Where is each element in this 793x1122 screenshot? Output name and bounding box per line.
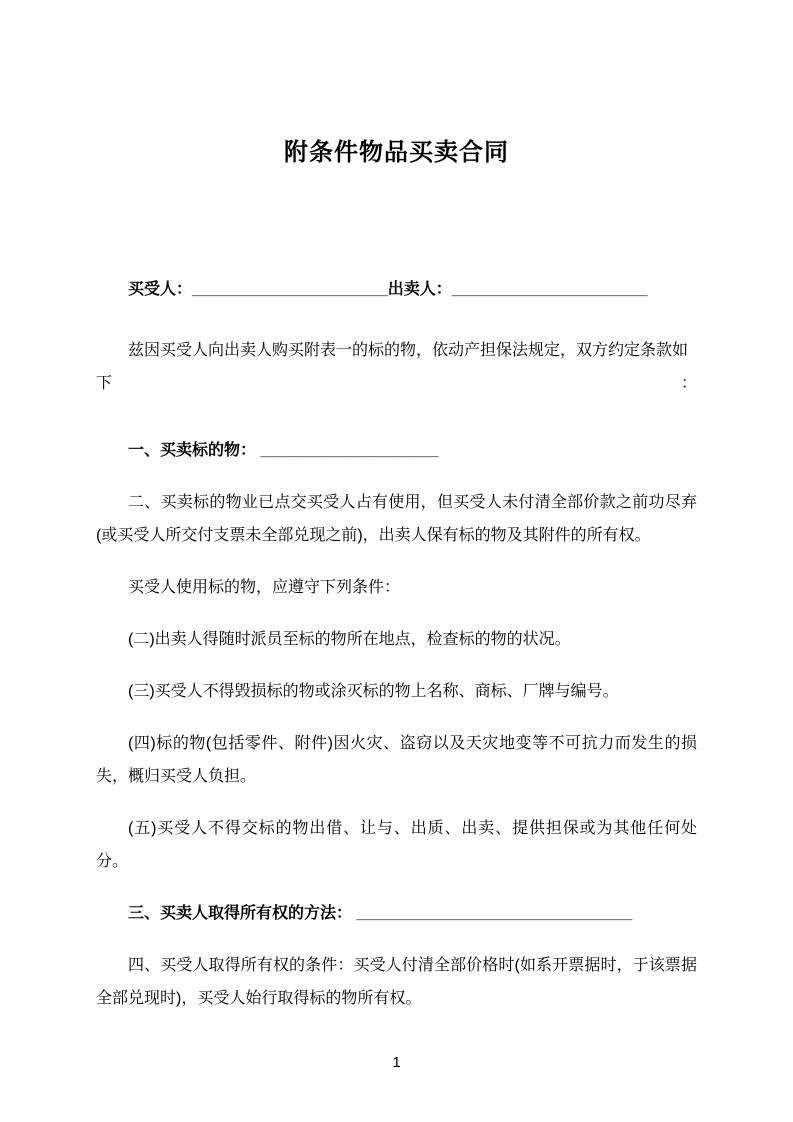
clause-one-label: 一、买卖标的物： <box>128 442 257 459</box>
seller-blank-line: ______________________ <box>451 281 648 298</box>
clause-one-blank-line: ____________________ <box>260 442 439 459</box>
intro-line2 <box>96 367 697 400</box>
parties-line <box>96 273 697 306</box>
clause-three-label: 三、买卖人取得所有权的方法： <box>128 905 353 922</box>
condition-item-2: (二)出卖人得随时派员至标的物所在地点，检查标的物的状况。 <box>128 631 571 648</box>
condition-item-5: (五)买受人不得交标的物出借、让与、出质、出卖、提供担保或为其他任何处分。 <box>96 820 697 870</box>
clause-three-blank-line: _______________________________ <box>356 905 633 922</box>
clause-two: 二、买卖标的物业已点交买受人占有使用，但买受人未付清全部价款之前功尽弃(或买受人所交付支票未全部兑现之前)，出卖人保有标的物及其附件的所有权。 <box>96 494 697 544</box>
intro-paragraph <box>96 334 697 400</box>
intro-line1: 兹因买受人向出卖人购买附表一的标的物，依动产担保法规定，双方约定条款如 <box>128 342 689 359</box>
clause-one <box>96 434 697 467</box>
page-number: 1 <box>392 1054 401 1071</box>
intro-line2-left: 下 <box>96 375 113 392</box>
seller-label: 出卖人： <box>387 281 452 298</box>
condition-item-3: (三)买受人不得毁损标的物或涂灭标的物上名称、商标、厂牌与编号。 <box>128 683 619 700</box>
condition-item-4: (四)标的物(包括零件、附件)因火灾、盗窃以及天灾地变等不可抗力而发生的损失，概归买受人负担。 <box>96 735 697 785</box>
buyer-label: 买受人： <box>128 281 193 298</box>
intro-line2-right: ： <box>680 375 697 392</box>
document-title: 附条件物品买卖合同 <box>284 139 509 166</box>
clause-three <box>96 897 697 930</box>
buyer-blank-line: ______________________ <box>192 281 388 298</box>
clause-four: 四、买受人取得所有权的条件：买受人付清全部价格时(如系开票据时，于该票据全部兑现时)，买受人始行取得标的物所有权。 <box>96 957 697 1007</box>
conditions-intro: 买受人使用标的物，应遵守下列条件： <box>128 579 401 596</box>
